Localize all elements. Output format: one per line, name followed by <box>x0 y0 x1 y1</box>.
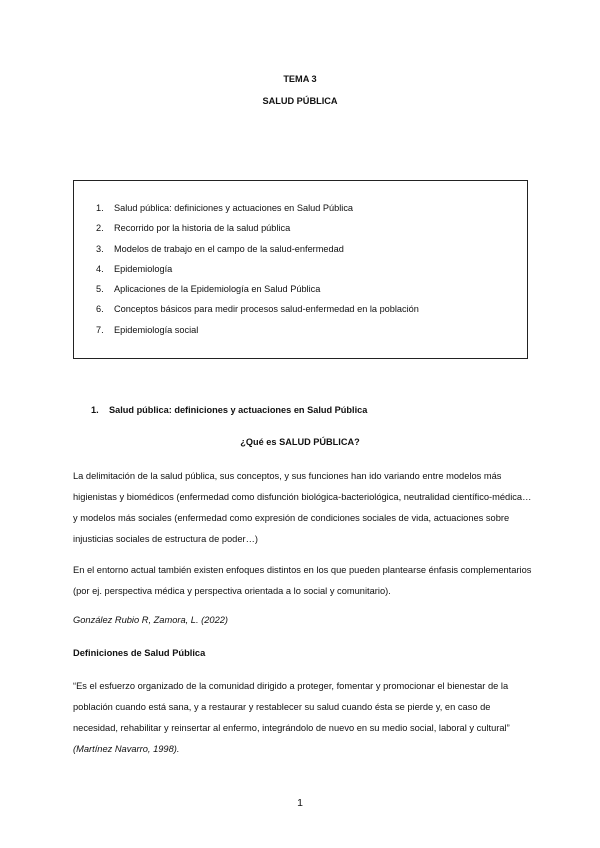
toc-item-number: 6. <box>96 304 104 315</box>
question-heading: ¿Qué es SALUD PÚBLICA? <box>240 437 360 447</box>
section-title: Salud pública: definiciones y actuaciones en Salud Pública <box>109 405 368 415</box>
quote-author: (Martínez Navarro, 1998). <box>73 744 180 754</box>
toc-item-number: 7. <box>96 324 104 335</box>
toc-item-number: 5. <box>96 284 104 295</box>
toc-item-label: Recorrido por la historia de la salud pública <box>114 223 291 234</box>
toc-item <box>96 201 419 221</box>
section-heading <box>91 405 367 415</box>
toc-item <box>96 221 419 241</box>
toc-item <box>96 302 419 322</box>
section-number: 1. <box>91 405 99 415</box>
toc-item-number: 1. <box>96 203 104 213</box>
document-title: SALUD PÚBLICA <box>262 96 338 106</box>
toc-item-label: Epidemiología social <box>114 324 199 335</box>
definitions-heading: Definiciones de Salud Pública <box>73 648 206 658</box>
toc-item <box>96 262 419 282</box>
toc-item <box>96 323 419 343</box>
toc-item-label: Epidemiología <box>114 263 173 274</box>
toc-list <box>96 201 419 343</box>
toc-item-number: 4. <box>96 263 104 274</box>
quote-text: “Es el esfuerzo organizado de la comunidad dirigido a proteger, fomentar y promocionar el bienestar de la población cuando está sana, y a restaurar y restablecer su salud cuando ésta se pierde y, en caso de necesidad, rehabilitar y reinsertar al enfermo, integrándolo de nuevo en su medio social, laboral y cultural” <box>73 681 510 733</box>
body-paragraph: La delimitación de la salud pública, sus conceptos, y sus funciones han ido variando entre modelos más higienistas y biomédicos (enfermedad como disfunción biológica-bacteriológica, neutralidad científico-médica… y modelos más sociales (enfermedad como expresión de condiciones sociales de vida, actuaciones sobre injusticias sociales de estructura de poder…) <box>73 471 532 544</box>
citation: González Rubio R, Zamora, L. (2022) <box>73 615 229 625</box>
body-paragraph: En el entorno actual también existen enfoques distintos en los que pueden plantearse énfasis complementarios (por ej. perspectiva médica y perspectiva orientada a lo social y comunitario). <box>73 565 532 596</box>
definition-quote <box>73 676 535 760</box>
toc-item-label: Conceptos básicos para medir procesos salud-enfermedad en la población <box>114 304 419 315</box>
toc-item-label: Aplicaciones de la Epidemiología en Salud Pública <box>114 284 321 295</box>
toc-item <box>96 282 419 302</box>
toc-item-number: 3. <box>96 243 104 254</box>
tema-heading: TEMA 3 <box>283 74 317 84</box>
page-number: 1 <box>297 797 303 809</box>
toc-item-label: Salud pública: definiciones y actuaciones en Salud Pública <box>114 203 354 213</box>
toc-item-number: 2. <box>96 223 104 234</box>
table-of-contents-box <box>73 180 528 359</box>
toc-item-label: Modelos de trabajo en el campo de la salud-enfermedad <box>114 243 344 254</box>
toc-item <box>96 242 419 262</box>
